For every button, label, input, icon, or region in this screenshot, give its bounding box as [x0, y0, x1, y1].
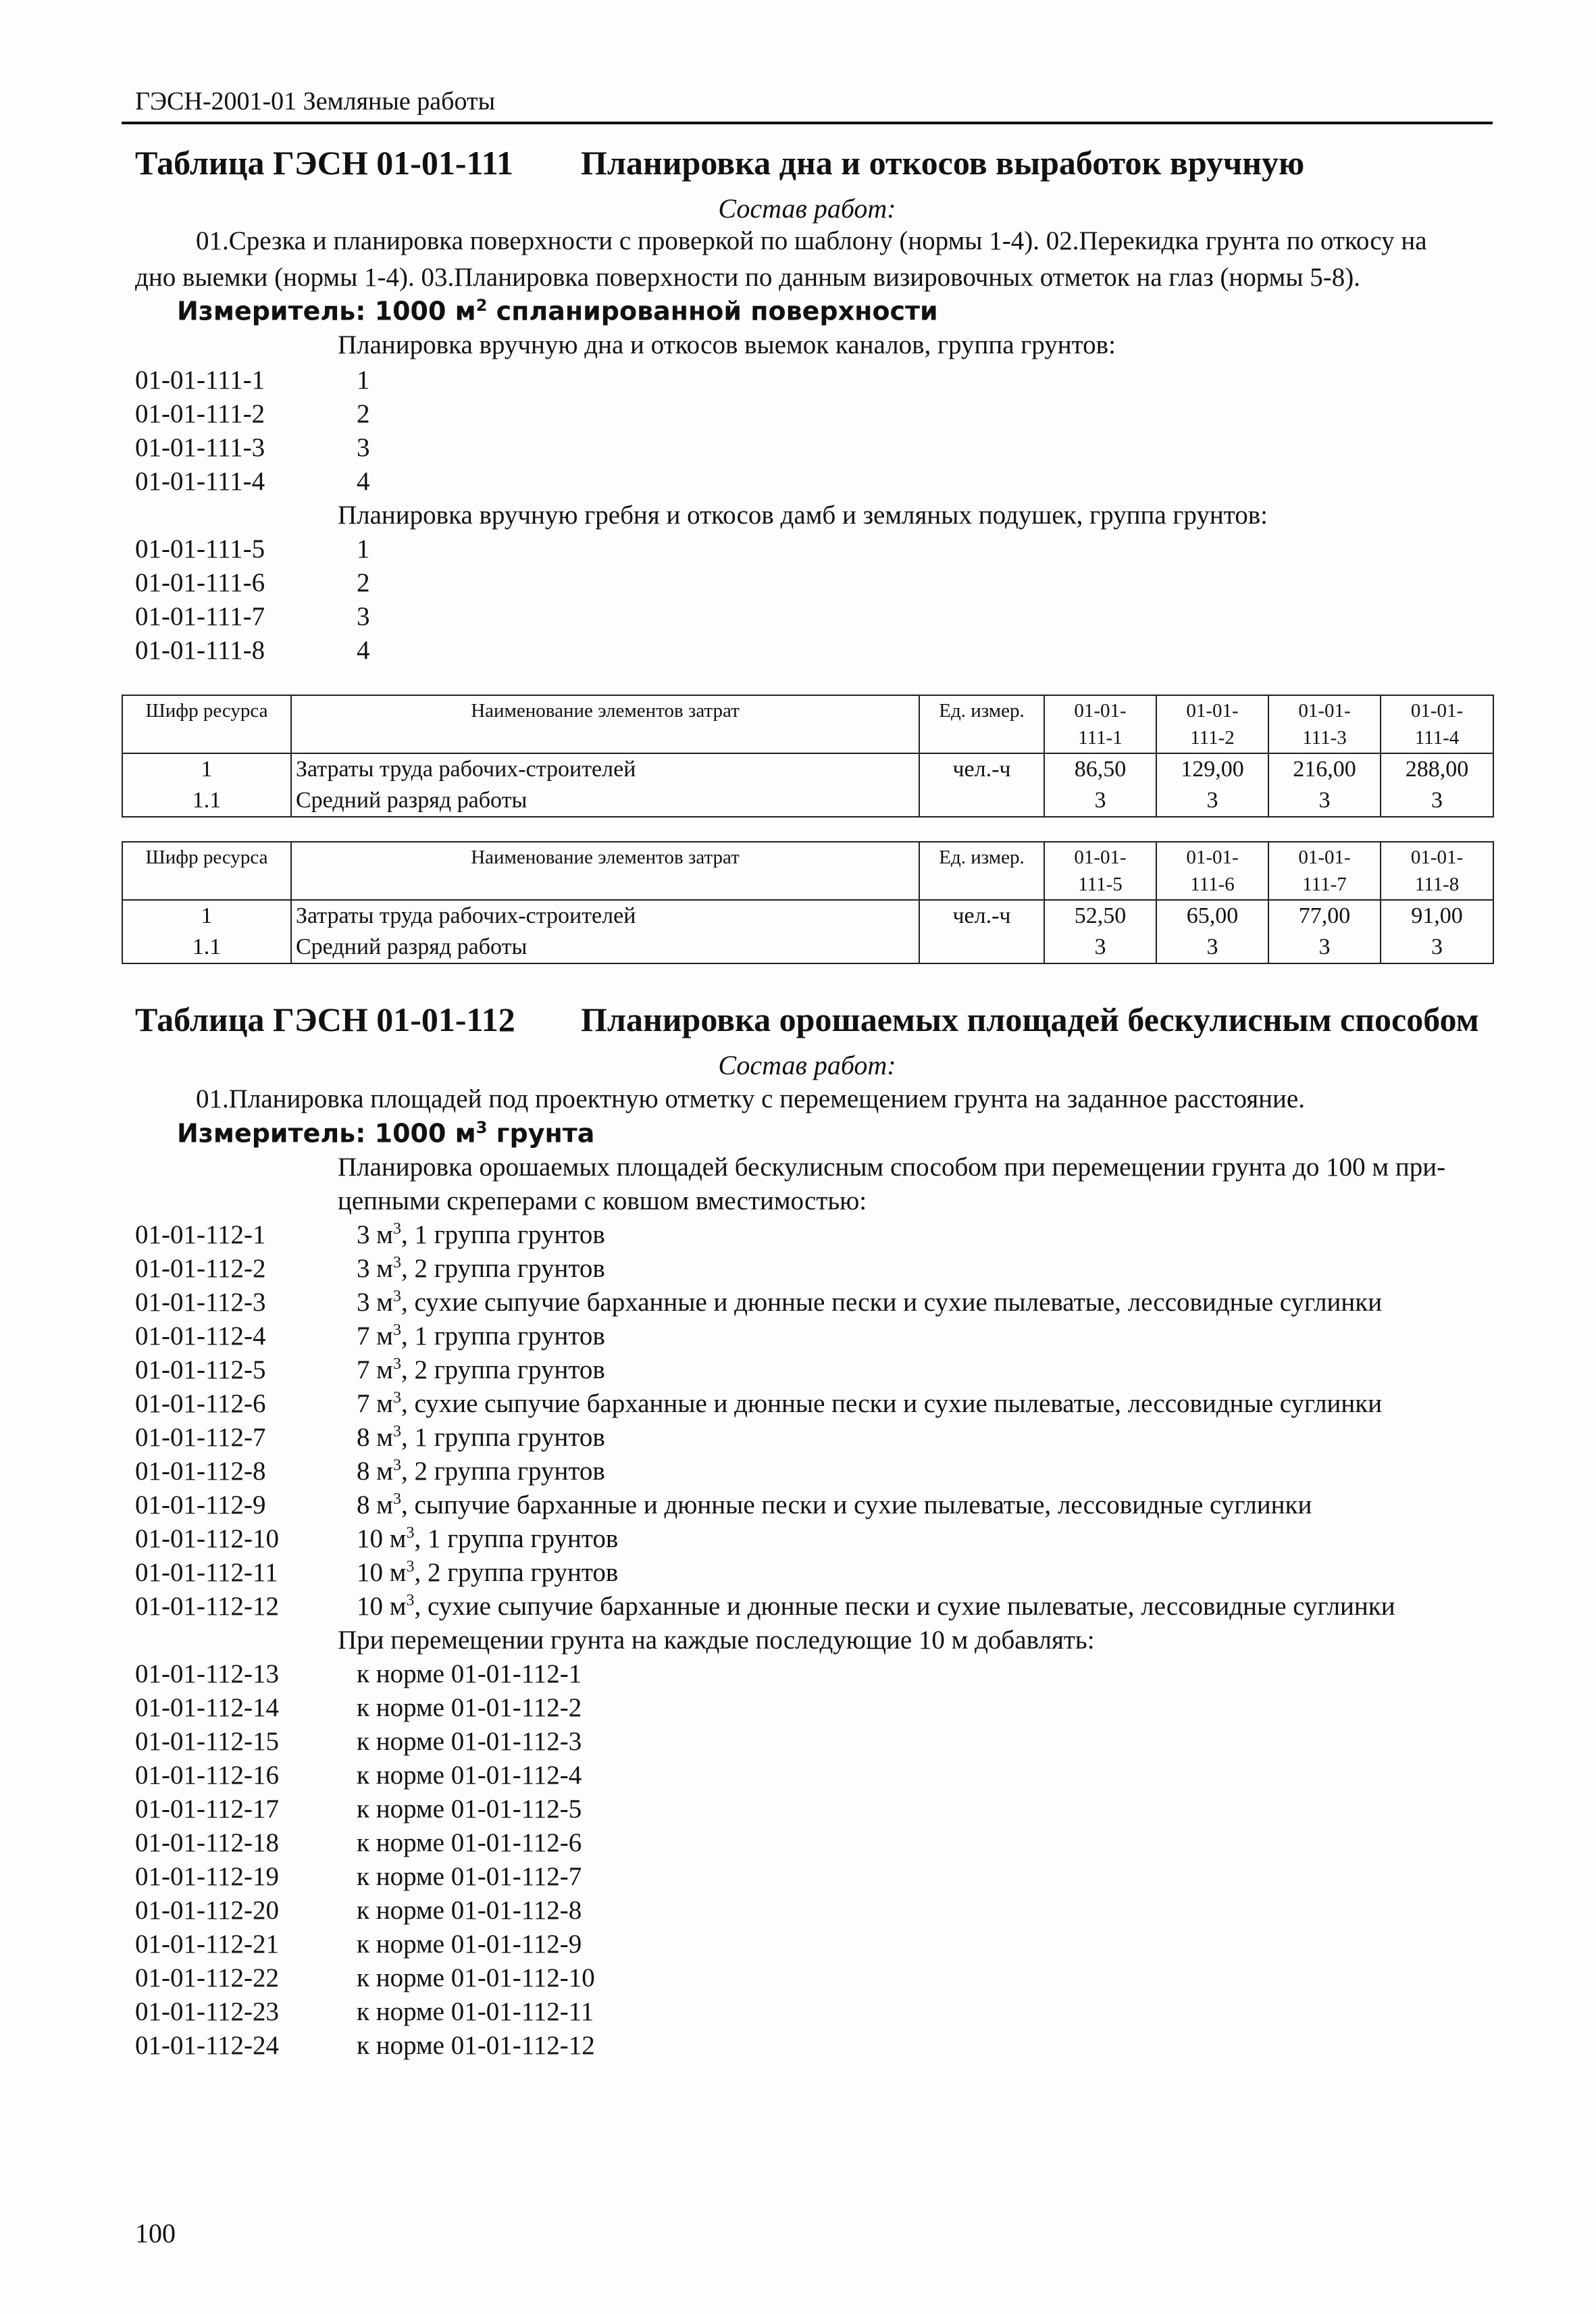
cell-unit	[919, 932, 1044, 963]
norm-text: к норме 01-01-112-2	[357, 1693, 582, 1722]
norm-text	[357, 1557, 618, 1588]
norm-code: 01-01-112-9	[135, 1490, 266, 1519]
cell-name: Средний разряд работы	[291, 785, 919, 817]
norm-text	[357, 1456, 605, 1486]
cell-unit	[919, 785, 1044, 817]
t112-composition-label: Состав работ:	[718, 1050, 896, 1080]
norm-code: 01-01-112-5	[135, 1355, 266, 1384]
norm-desc: , сухие сыпучие барханные и дюнные пески и сухие пылеватые, лессовидные суглинки	[401, 1389, 1383, 1418]
norm-volume-sup: 3	[392, 1254, 401, 1272]
page-number: 100	[135, 2218, 176, 2248]
header-code: Шифр ресурса	[122, 695, 291, 753]
norm-text: к норме 01-01-112-5	[357, 1794, 582, 1823]
norm-code: 01-01-112-12	[135, 1592, 280, 1621]
norm-desc: , 2 группа грунтов	[414, 1558, 619, 1587]
norm-code: 01-01-112-15	[135, 1727, 280, 1756]
norm-code: 01-01-111-5	[135, 534, 265, 563]
norm-desc: , 2 группа грунтов	[401, 1457, 605, 1486]
norm-volume-sup: 3	[392, 1490, 401, 1508]
norm-text	[357, 1321, 605, 1351]
t111-composition-label: Состав работ:	[718, 193, 896, 224]
t112-measure-sup: 3	[475, 1118, 488, 1137]
norm-volume: 8 м	[357, 1490, 393, 1519]
norm-volume-sup: 3	[392, 1423, 401, 1440]
header-norm-8-top: 01-01-	[1410, 847, 1464, 868]
norm-code: 01-01-112-14	[135, 1693, 280, 1722]
header-norm-2-bottom: 111-2	[1190, 727, 1235, 749]
cell-value: 91,00	[1381, 900, 1493, 932]
cell-name: Затраты труда рабочих-строителей	[291, 753, 919, 785]
norm-code: 01-01-112-19	[135, 1862, 280, 1891]
norm-volume-sup: 3	[392, 1220, 401, 1238]
norm-text	[357, 1490, 1312, 1520]
t112-measure	[177, 1118, 594, 1149]
header-norm-3	[1268, 695, 1381, 753]
norm-volume-sup: 3	[392, 1322, 401, 1339]
norm-desc: , 2 группа грунтов	[401, 1254, 605, 1283]
norm-code: 01-01-111-8	[135, 636, 265, 665]
norm-text: к норме 01-01-112-3	[357, 1727, 582, 1756]
norm-volume-sup: 3	[406, 1592, 415, 1609]
t111-composition-line1: 01.Срезка и планировка поверхности с проверкой по шаблону (нормы 1-4). 02.Перекидка грунта по откосу на	[196, 226, 1427, 255]
cell-value: 77,00	[1268, 900, 1381, 932]
norm-volume: 8 м	[357, 1423, 393, 1452]
norm-code: 01-01-112-20	[135, 1896, 280, 1925]
resource-table-2	[122, 841, 1494, 964]
table-row	[122, 753, 1493, 785]
header-norm-5-top: 01-01-	[1074, 847, 1127, 868]
norm-code: 01-01-112-8	[135, 1457, 266, 1486]
header-norm-8-bottom: 111-8	[1414, 874, 1460, 895]
norm-text	[357, 1253, 605, 1284]
header-norm-4-bottom: 111-4	[1414, 727, 1460, 749]
norm-text	[357, 1219, 605, 1250]
header-norm-4	[1381, 695, 1493, 753]
t112-composition-line1: 01.Планировка площадей под проектную отметку с перемещением грунта на заданное расстояние.	[196, 1084, 1305, 1113]
norm-text: к норме 01-01-112-7	[357, 1862, 582, 1891]
norm-text: 3	[357, 433, 370, 462]
table-header-row	[122, 842, 1493, 900]
header-norm-3-top: 01-01-	[1298, 700, 1351, 722]
norm-text	[357, 1591, 1395, 1621]
t112-measure-rest: грунта	[496, 1118, 595, 1149]
norm-text: к норме 01-01-112-6	[357, 1828, 582, 1857]
norm-text: к норме 01-01-112-4	[357, 1761, 582, 1790]
norm-volume: 7 м	[357, 1389, 393, 1418]
norm-desc: , 2 группа грунтов	[401, 1355, 605, 1384]
cell-unit: чел.-ч	[919, 900, 1044, 932]
header-name: Наименование элементов затрат	[291, 695, 919, 753]
norm-code: 01-01-112-1	[135, 1220, 266, 1249]
cell-value: 3	[1268, 932, 1381, 963]
norm-code: 01-01-111-2	[135, 399, 265, 428]
header-norm-7-top: 01-01-	[1298, 847, 1351, 868]
cell-name: Средний разряд работы	[291, 932, 919, 963]
t111-measure-value: 1000 м	[374, 296, 476, 326]
t111-group1-heading: Планировка вручную дна и откосов выемок каналов, группа грунтов:	[338, 330, 1116, 359]
running-header: ГЭСН-2001-01 Земляные работы	[135, 87, 496, 116]
cell-code: 1.1	[122, 932, 291, 963]
cell-value: 65,00	[1156, 900, 1268, 932]
norm-code: 01-01-111-6	[135, 568, 265, 597]
t112-heading-line1: Планировка орошаемых площадей бескулисным способом при перемещении грунта до 100 м при-	[338, 1153, 1446, 1182]
norm-code: 01-01-111-1	[135, 366, 265, 395]
header-norm-2-top: 01-01-	[1186, 700, 1239, 722]
t112-measure-label: Измеритель:	[177, 1118, 366, 1149]
norm-text: к норме 01-01-112-1	[357, 1659, 582, 1688]
cell-code: 1.1	[122, 785, 291, 817]
t111-title-code: Таблица ГЭСН 01-01-111	[135, 144, 514, 182]
t112-heading-line2: цепными скреперами с ковшом вместимостью:	[338, 1186, 867, 1215]
norm-code: 01-01-112-7	[135, 1423, 266, 1452]
norm-volume: 10 м	[357, 1524, 407, 1553]
header-unit: Ед. измер.	[919, 695, 1044, 753]
header-norm-1-top: 01-01-	[1074, 700, 1127, 722]
norm-text: 4	[357, 467, 370, 496]
header-code: Шифр ресурса	[122, 842, 291, 900]
header-norm-5	[1044, 842, 1156, 900]
norm-code: 01-01-112-2	[135, 1254, 266, 1283]
norm-volume-sup: 3	[406, 1524, 415, 1542]
cell-value: 3	[1156, 785, 1268, 817]
table-row	[122, 785, 1493, 817]
header-name: Наименование элементов затрат	[291, 842, 919, 900]
norm-text: 3	[357, 602, 370, 631]
header-rule	[122, 122, 1493, 124]
header-norm-4-top: 01-01-	[1410, 700, 1464, 722]
norm-text: 2	[357, 399, 370, 428]
table-row	[122, 932, 1493, 963]
norm-desc: , 1 группа грунтов	[401, 1220, 605, 1249]
norm-volume: 7 м	[357, 1322, 393, 1351]
norm-code: 01-01-112-18	[135, 1828, 280, 1857]
header-norm-8	[1381, 842, 1493, 900]
header-unit: Ед. измер.	[919, 842, 1044, 900]
t111-measure-sup: 2	[475, 296, 488, 315]
norm-text	[357, 1355, 605, 1385]
cell-value: 3	[1381, 932, 1493, 963]
t111-measure-label: Измеритель:	[177, 296, 366, 326]
norm-volume: 10 м	[357, 1592, 407, 1621]
cell-value: 3	[1268, 785, 1381, 817]
norm-text: 1	[357, 534, 370, 563]
cell-value: 3	[1044, 785, 1156, 817]
t111-composition-line2: дно выемки (нормы 1-4). 03.Планировка поверхности по данным визировочных отметок на глаз (нормы 5-8).	[135, 263, 1360, 292]
norm-code: 01-01-112-24	[135, 2031, 280, 2060]
norm-volume-sup: 3	[392, 1355, 401, 1373]
norm-text	[357, 1422, 605, 1453]
norm-code: 01-01-112-10	[135, 1524, 280, 1553]
norm-volume: 10 м	[357, 1558, 407, 1587]
norm-volume: 3 м	[357, 1254, 393, 1283]
norm-code: 01-01-112-16	[135, 1761, 280, 1790]
norm-code: 01-01-112-17	[135, 1794, 280, 1823]
norm-desc: , 1 группа грунтов	[401, 1322, 605, 1351]
header-norm-7	[1268, 842, 1381, 900]
norm-code: 01-01-111-7	[135, 602, 265, 631]
cell-value: 3	[1044, 932, 1156, 963]
t111-group2-heading: Планировка вручную гребня и откосов дамб и земляных подушек, группа грунтов:	[338, 501, 1268, 530]
cell-value: 86,50	[1044, 753, 1156, 785]
cell-name: Затраты труда рабочих-строителей	[291, 900, 919, 932]
header-norm-6-bottom: 111-6	[1190, 874, 1235, 895]
norm-desc: , 1 группа грунтов	[401, 1423, 605, 1452]
norm-code: 01-01-112-13	[135, 1659, 280, 1688]
norm-code: 01-01-112-3	[135, 1288, 266, 1317]
norm-volume-sup: 3	[392, 1288, 401, 1305]
norm-volume: 7 м	[357, 1355, 393, 1384]
header-norm-6	[1156, 842, 1268, 900]
t112-title-code: Таблица ГЭСН 01-01-112	[135, 1001, 515, 1038]
norm-code: 01-01-111-4	[135, 467, 265, 496]
header-norm-7-bottom: 111-7	[1302, 874, 1347, 895]
cell-value: 129,00	[1156, 753, 1268, 785]
norm-volume-sup: 3	[392, 1389, 401, 1407]
cell-value: 216,00	[1268, 753, 1381, 785]
resource-table-1	[122, 695, 1494, 818]
cell-value: 3	[1156, 932, 1268, 963]
t112-measure-value: 1000 м	[374, 1118, 476, 1149]
cell-value: 52,50	[1044, 900, 1156, 932]
norm-text: 2	[357, 568, 370, 597]
norm-code: 01-01-112-22	[135, 1963, 280, 1992]
norm-text: к норме 01-01-112-12	[357, 2031, 595, 2060]
norm-text: к норме 01-01-112-9	[357, 1930, 582, 1959]
norm-desc: , сухие сыпучие барханные и дюнные пески и сухие пылеватые, лессовидные суглинки	[401, 1288, 1383, 1317]
norm-volume: 3 м	[357, 1220, 393, 1249]
norm-code: 01-01-112-23	[135, 1997, 280, 2026]
norm-text: к норме 01-01-112-10	[357, 1963, 595, 1992]
header-norm-1-bottom: 111-1	[1078, 727, 1123, 749]
norm-text: к норме 01-01-112-11	[357, 1997, 594, 2026]
norm-text	[357, 1388, 1382, 1419]
norm-text: 1	[357, 366, 370, 395]
cell-code: 1	[122, 900, 291, 932]
norm-desc: , сухие сыпучие барханные и дюнные пески и сухие пылеватые, лессовидные суглинки	[414, 1592, 1395, 1621]
header-norm-5-bottom: 111-5	[1078, 874, 1123, 895]
norm-volume-sup: 3	[406, 1558, 415, 1576]
header-norm-2	[1156, 695, 1268, 753]
norm-volume-sup: 3	[392, 1457, 401, 1474]
norm-text: 4	[357, 636, 370, 665]
norm-code: 01-01-112-6	[135, 1389, 266, 1418]
norm-text	[357, 1524, 618, 1554]
norm-volume: 8 м	[357, 1457, 393, 1486]
norm-desc: , 1 группа грунтов	[414, 1524, 619, 1553]
norm-volume: 3 м	[357, 1288, 393, 1317]
header-norm-1	[1044, 695, 1156, 753]
t111-measure	[177, 296, 938, 326]
table-row	[122, 900, 1493, 932]
cell-value: 3	[1381, 785, 1493, 817]
t111-title-text: Планировка дна и откосов выработок вручную	[581, 144, 1305, 182]
norm-code: 01-01-112-4	[135, 1322, 266, 1351]
t112-add-heading: При перемещении грунта на каждые последующие 10 м добавлять:	[338, 1626, 1095, 1655]
header-norm-3-bottom: 111-3	[1302, 727, 1347, 749]
norm-code: 01-01-112-21	[135, 1930, 280, 1959]
cell-unit: чел.-ч	[919, 753, 1044, 785]
table-header-row	[122, 695, 1493, 753]
norm-code: 01-01-111-3	[135, 433, 265, 462]
cell-value: 288,00	[1381, 753, 1493, 785]
norm-desc: , сыпучие барханные и дюнные пески и сухие пылеватые, лессовидные суглинки	[401, 1490, 1312, 1519]
norm-text	[357, 1287, 1382, 1317]
norm-text: к норме 01-01-112-8	[357, 1896, 582, 1925]
cell-code: 1	[122, 753, 291, 785]
t111-measure-rest: спланированной поверхности	[496, 296, 938, 326]
t112-title-text: Планировка орошаемых площадей бескулисным способом	[581, 1001, 1479, 1038]
header-norm-6-top: 01-01-	[1186, 847, 1239, 868]
norm-code: 01-01-112-11	[135, 1558, 278, 1587]
